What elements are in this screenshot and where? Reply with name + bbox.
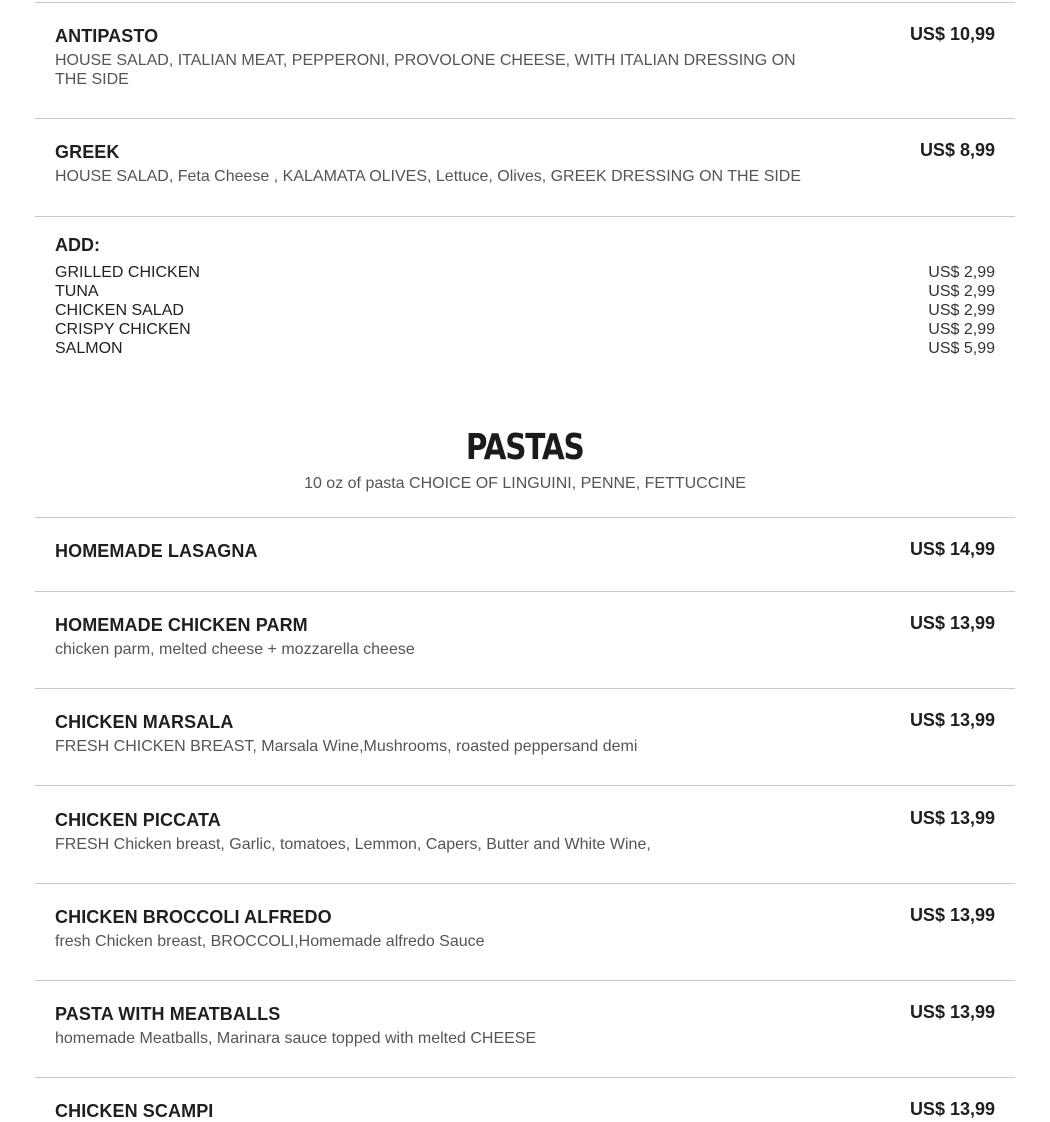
section-title: PASTAS (466, 427, 584, 468)
add-on-row[interactable] (55, 283, 995, 302)
menu-item-lasagna[interactable] (35, 518, 1015, 591)
item-price: US$ 13,99 (909, 1002, 995, 1022)
add-on-price: US$ 2,99 (928, 283, 995, 300)
menu-item-chicken-parm[interactable] (35, 592, 1015, 688)
add-on-price: US$ 5,99 (928, 340, 995, 357)
item-description: HOUSE SALAD, ITALIAN MEAT, PEPPERONI, PROVOLONE CHEESE, WITH ITALIAN DRESSING ON THE SIDE (55, 52, 796, 88)
item-name: CHICKEN BROCCOLI ALFREDO (55, 907, 332, 927)
item-price: US$ 14,99 (909, 539, 995, 559)
menu-item-antipasto[interactable] (35, 3, 1015, 118)
item-price: US$ 8,99 (919, 140, 995, 160)
add-on-label: TUNA (55, 283, 99, 300)
pastas-subtitle-wrap (35, 475, 1015, 493)
item-name: CHICKEN MARSALA (55, 712, 234, 732)
item-description: chicken parm, melted cheese + mozzarella cheese (55, 641, 415, 658)
add-on-row[interactable] (55, 302, 995, 321)
add-on-price: US$ 2,99 (928, 302, 995, 319)
menu-item-greek[interactable] (35, 119, 1015, 216)
add-on-label: CHICKEN SALAD (55, 302, 184, 319)
item-description: fresh Chicken breast, BROCCOLI,Homemade alfredo Sauce (55, 933, 485, 950)
add-on-label: CRISPY CHICKEN (55, 321, 191, 338)
item-description: FRESH Chicken breast, Garlic, tomatoes, Lemmon, Capers, Butter and White Wine, (55, 836, 651, 853)
add-on-row[interactable] (55, 340, 995, 359)
menu-item-pasta-with-meatballs[interactable] (35, 981, 1015, 1077)
add-ons-title: ADD: (55, 235, 100, 255)
item-description: homemade Meatballs, Marinara sauce topped with melted CHEESE (55, 1030, 537, 1047)
item-price: US$ 13,99 (909, 613, 995, 633)
item-name: HOMEMADE LASAGNA (55, 541, 258, 561)
item-price: US$ 13,99 (909, 905, 995, 925)
add-on-label: SALMON (55, 340, 123, 357)
add-ons-section (35, 217, 1015, 367)
add-on-price: US$ 2,99 (928, 264, 995, 281)
section-subtitle: 10 oz of pasta CHOICE OF LINGUINI, PENNE, FETTUCCINE (304, 475, 746, 492)
item-price: US$ 13,99 (909, 808, 995, 828)
item-description: FRESH CHICKEN BREAST, Marsala Wine,Mushrooms, roasted peppersand demi (55, 738, 638, 755)
item-price: US$ 10,99 (909, 24, 995, 44)
pastas-header (35, 427, 1015, 468)
item-name: CHICKEN PICCATA (55, 810, 221, 830)
menu-item-chicken-marsala[interactable] (35, 689, 1015, 785)
menu-item-chicken-broccoli-alfredo[interactable] (35, 884, 1015, 980)
item-name: HOMEMADE CHICKEN PARM (55, 615, 308, 635)
item-price: US$ 13,99 (909, 710, 995, 730)
add-on-label: GRILLED CHICKEN (55, 264, 200, 281)
menu-item-chicken-piccata[interactable] (35, 786, 1015, 883)
add-on-price: US$ 2,99 (928, 321, 995, 338)
item-description: HOUSE SALAD, Feta Cheese , KALAMATA OLIVES, Lettuce, Olives, GREEK DRESSING ON THE SIDE (55, 168, 802, 185)
item-name: GREEK (55, 142, 120, 162)
add-on-row[interactable] (55, 264, 995, 283)
add-on-row[interactable] (55, 321, 995, 340)
item-name: CHICKEN SCAMPI (55, 1101, 214, 1121)
item-name: PASTA WITH MEATBALLS (55, 1004, 281, 1024)
item-name: ANTIPASTO (55, 26, 159, 46)
menu-item-chicken-scampi[interactable] (35, 1078, 1015, 1121)
item-price: US$ 13,99 (909, 1099, 995, 1119)
